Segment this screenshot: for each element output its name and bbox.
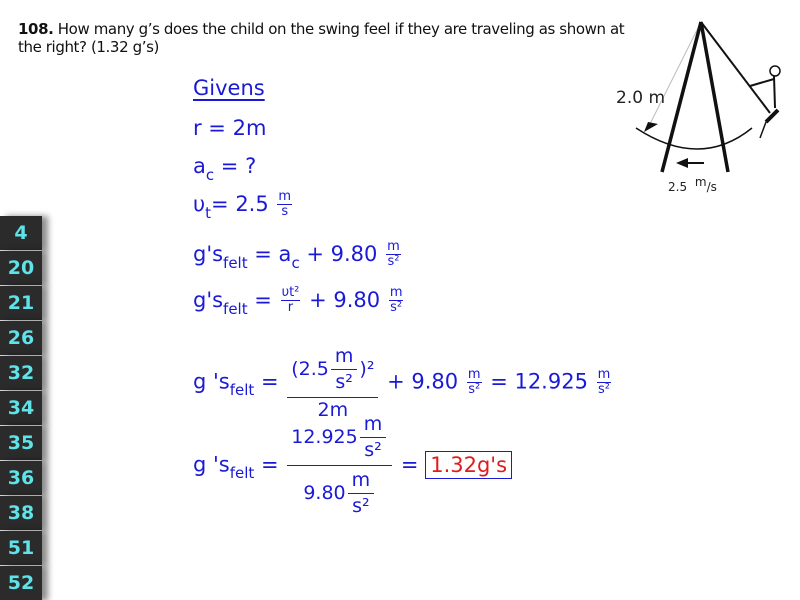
sidebar-item-20[interactable]: 20 <box>0 251 42 286</box>
ac-rest: = ? <box>214 154 257 178</box>
eq4-fraction <box>287 410 392 521</box>
eq3-num-close: )² <box>359 357 375 380</box>
eq2-den: r <box>287 300 294 316</box>
eq4-den <box>299 466 380 521</box>
eq2-unit <box>389 286 404 316</box>
eq3-result-unit-den: s² <box>597 381 610 397</box>
eq4-den-unit-num: m <box>348 468 375 494</box>
sidebar-item-35[interactable]: 35 <box>0 426 42 461</box>
eq4-den-unit <box>348 468 375 519</box>
eq3-result-unit <box>597 368 612 398</box>
eq3-result-unit-num: m <box>597 366 611 382</box>
sidebar-item-21[interactable]: 21 <box>0 286 42 321</box>
sidebar-item-51[interactable]: 51 <box>0 531 42 566</box>
eq1-unit-num: m <box>387 239 400 254</box>
vt-eq: = 2.5 <box>211 191 269 216</box>
eq1-lhs: g's <box>193 241 224 266</box>
question-text <box>18 20 628 56</box>
eq3-unit-num: m <box>467 366 481 382</box>
answer-box: 1.32g's <box>425 451 512 479</box>
eq2-plus: + 9.80 <box>302 287 381 312</box>
eq3-result: = 12.925 <box>483 369 588 394</box>
eq4-den-unit-den: s² <box>352 494 370 517</box>
eq3-num-unit-den: s² <box>335 370 353 393</box>
givens-title <box>193 76 265 100</box>
eq3-num-unit <box>331 344 358 395</box>
eq3-num <box>287 342 378 398</box>
equation-1 <box>193 240 403 270</box>
eq3-unit-den: s² <box>468 381 481 397</box>
sidebar-item-26[interactable]: 26 <box>0 321 42 356</box>
given-radius: r = 2m <box>193 116 267 140</box>
eq1-unit-den: s² <box>387 254 400 270</box>
eq2-unit-den: s² <box>390 300 403 316</box>
sidebar-item-32[interactable]: 32 <box>0 356 42 391</box>
speed-value: 2.5 <box>668 180 688 194</box>
equation-4 <box>193 410 512 521</box>
sidebar-item-52[interactable]: 52 <box>0 566 42 600</box>
eq3-unit <box>467 368 482 398</box>
speed-label <box>668 175 717 194</box>
question-body: How many g’s does the child on the swing feel if they are traveling as shown at the right? (1.32 g’s) <box>18 20 625 56</box>
vt-sub: t <box>205 203 212 222</box>
equation-2 <box>193 286 405 316</box>
eq4-eq: = <box>254 452 286 477</box>
eq3-num-open: (2.5 <box>291 357 329 380</box>
question-number: 108. <box>18 20 54 38</box>
eq3-num-unit-num: m <box>331 344 358 370</box>
eq4-lhs-sub: felt <box>229 464 255 483</box>
sidebar-item-4[interactable]: 4 <box>0 216 42 251</box>
sidebar-item-36[interactable]: 36 <box>0 461 42 496</box>
eq1-lhs-sub: felt <box>223 253 248 272</box>
eq2-lhs-sub: felt <box>223 299 248 318</box>
eq2-fraction <box>281 286 301 316</box>
given-acceleration <box>193 154 257 184</box>
eq1-eq: = a <box>247 241 292 266</box>
eq3-plus: + 9.80 <box>380 369 459 394</box>
vt-unit-den: s <box>281 204 289 220</box>
eq4-num-unit-num: m <box>360 412 387 438</box>
swing-diagram <box>600 0 800 200</box>
radius-label: 2.0 m <box>616 88 665 108</box>
eq3-lhs-sub: felt <box>229 381 255 400</box>
sidebar-nav <box>0 216 44 600</box>
eq2-lhs: g's <box>193 287 224 312</box>
eq2-eq: = <box>247 287 279 312</box>
eq3-eq: = <box>254 369 286 394</box>
ac-sub: c <box>205 166 215 184</box>
eq4-num <box>287 410 392 466</box>
eq4-eq2: = <box>394 452 426 477</box>
ac-base: a <box>193 154 206 178</box>
eq2-num: υt² <box>281 285 300 300</box>
eq1-unit <box>386 240 401 270</box>
eq1-plus: + 9.80 <box>299 241 378 266</box>
eq3-lhs: g 's <box>193 369 230 394</box>
eq4-lhs: g 's <box>193 452 230 477</box>
sidebar-item-38[interactable]: 38 <box>0 496 42 531</box>
givens-title-text: Givens <box>193 76 265 100</box>
vt-base: υ <box>193 191 206 216</box>
eq3-den: 2m <box>317 398 349 421</box>
eq4-num-unit-den: s² <box>364 438 382 461</box>
eq4-den-value: 9.80 <box>303 481 346 504</box>
speed-unit-num: m <box>694 175 707 189</box>
vt-unit <box>277 190 292 220</box>
vt-unit-num: m <box>278 189 292 204</box>
speed-unit-den: /s <box>706 180 717 194</box>
eq2-unit-num: m <box>389 285 403 300</box>
given-velocity <box>193 190 294 220</box>
eq4-num-value: 12.925 <box>291 425 358 448</box>
eq4-num-unit <box>360 412 387 463</box>
eq1-ac-sub: c <box>291 253 300 272</box>
sidebar-item-34[interactable]: 34 <box>0 391 42 426</box>
